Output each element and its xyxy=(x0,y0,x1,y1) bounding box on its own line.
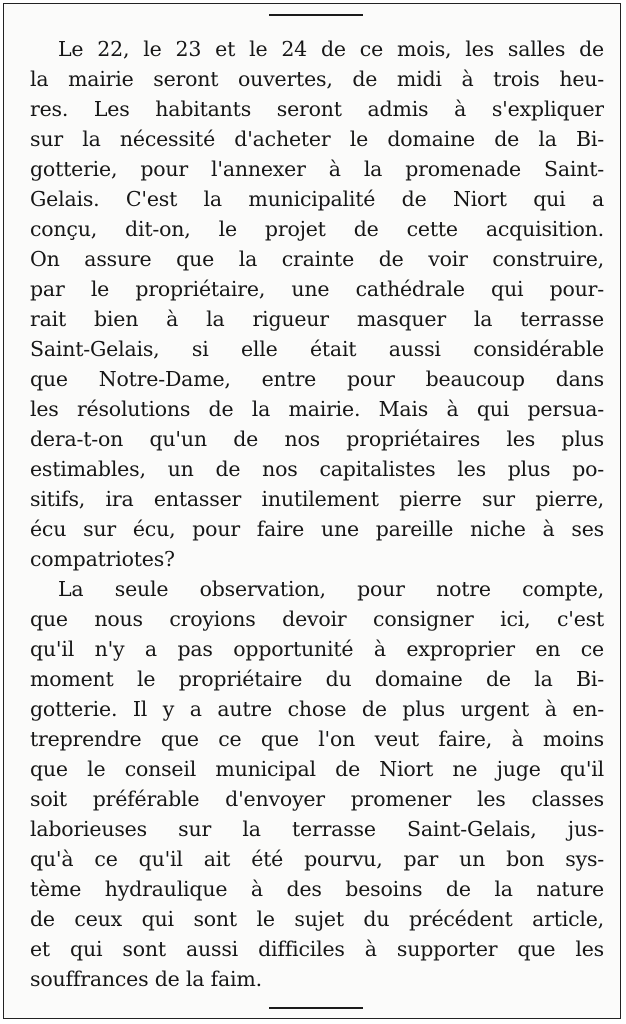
paragraph-2-line-13: et qui sont aussi difficiles à supporter que les xyxy=(30,937,604,961)
top-rule xyxy=(269,14,363,16)
paragraph-2-line-14: souffrances de la faim. xyxy=(30,967,262,991)
paragraph-1-line-10: rait bien à la rigueur masquer la terrasse xyxy=(30,307,604,331)
paragraph-1-line-4: sur la nécessité d'acheter le domaine de la Bi- xyxy=(30,127,604,151)
bottom-rule xyxy=(269,1007,363,1009)
paragraph-1-line-14: dera-t-on qu'un de nos propriétaires les plus xyxy=(30,427,604,451)
article-text xyxy=(30,34,604,994)
paragraph-1-line-15: estimables, un de nos capitalistes les plus po- xyxy=(30,457,604,481)
paragraph-1-line-3: res. Les habitants seront admis à s'expliquer xyxy=(30,97,604,121)
paragraph-2-line-5: gotterie. Il y a autre chose de plus urgent à en- xyxy=(30,697,604,721)
paragraph-1-line-11: Saint-Gelais, si elle était aussi considérable xyxy=(30,337,604,361)
paragraph-2-line-3: qu'il n'y a pas opportunité à exproprier en ce xyxy=(30,637,604,661)
paragraph-2-line-2: que nous croyions devoir consigner ici, c'est xyxy=(30,607,604,631)
paragraph-2-line-8: soit préférable d'envoyer promener les classes xyxy=(30,787,604,811)
paragraph-1-line-1: Le 22, le 23 et le 24 de ce mois, les salles de xyxy=(58,37,604,61)
paragraph-1-line-17: écu sur écu, pour faire une pareille niche à ses xyxy=(30,517,604,541)
paragraph-2-line-9: laborieuses sur la terrasse Saint-Gelais, jus- xyxy=(30,817,604,841)
paragraph-2-line-1: La seule observation, pour notre compte, xyxy=(58,577,604,601)
paragraph-2-line-12: de ceux qui sont le sujet du précédent article, xyxy=(30,907,604,931)
paragraph-2-line-4: moment le propriétaire du domaine de la Bi- xyxy=(30,667,604,691)
paragraph-1-line-12: que Notre-Dame, entre pour beaucoup dans xyxy=(30,367,604,391)
paragraph-1-line-9: par le propriétaire, une cathédrale qui pour- xyxy=(30,277,604,301)
page-frame xyxy=(3,3,621,1019)
paragraph-2-line-7: que le conseil municipal de Niort ne juge qu'il xyxy=(30,757,604,781)
paragraph-1-line-18: compatriotes? xyxy=(30,547,175,571)
paragraph-1-line-13: les résolutions de la mairie. Mais à qui persua- xyxy=(30,397,604,421)
paragraph-1-line-6: Gelais. C'est la municipalité de Niort qui a xyxy=(30,187,604,211)
paragraph-1-line-8: On assure que la crainte de voir construire, xyxy=(30,247,604,271)
paragraph-1-line-16: sitifs, ira entasser inutilement pierre sur pierre, xyxy=(30,487,604,511)
paragraph-2-line-10: qu'à ce qu'il ait été pourvu, par un bon sys- xyxy=(30,847,604,871)
paragraph-1-line-5: gotterie, pour l'annexer à la promenade Saint- xyxy=(30,157,604,181)
paragraph-1-line-7: conçu, dit-on, le projet de cette acquisition. xyxy=(30,217,604,241)
paragraph-2-line-11: tème hydraulique à des besoins de la nature xyxy=(30,877,604,901)
paragraph-2-line-6: treprendre que ce que l'on veut faire, à moins xyxy=(30,727,604,751)
paragraph-1-line-2: la mairie seront ouvertes, de midi à trois heu- xyxy=(30,67,604,91)
